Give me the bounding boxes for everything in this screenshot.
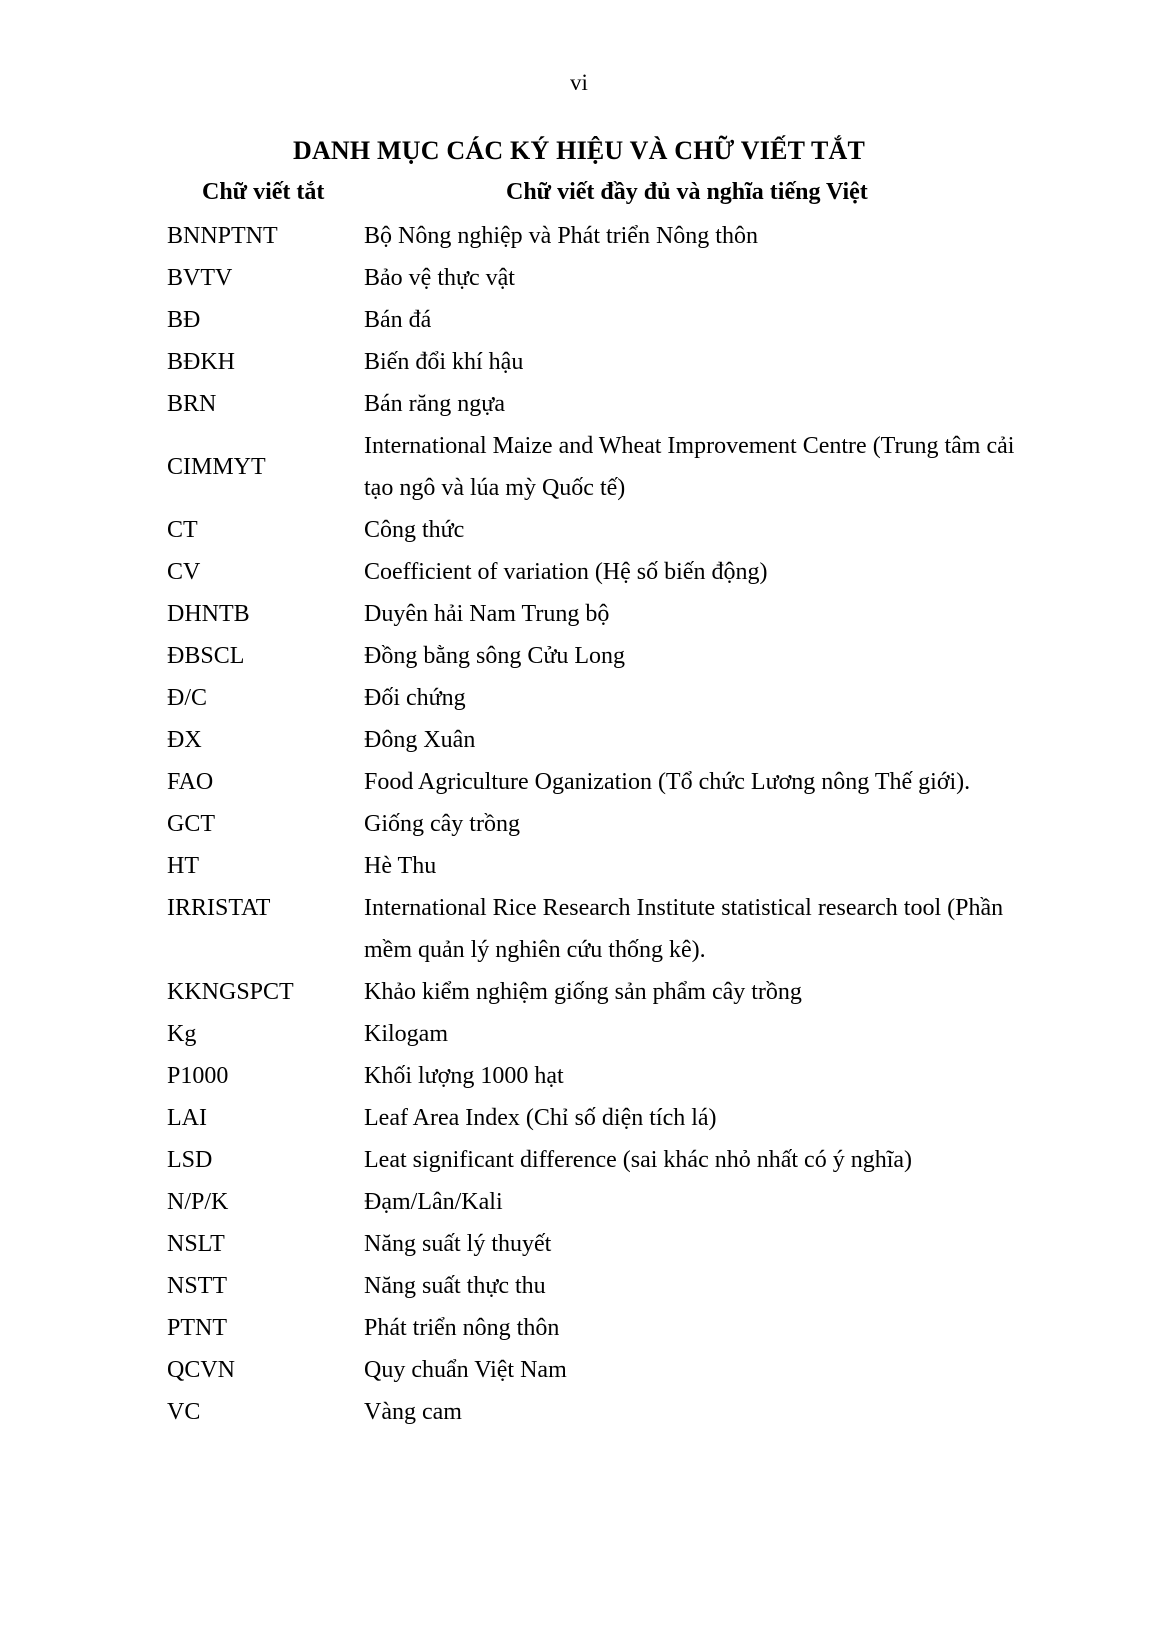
page-title: DANH MỤC CÁC KÝ HIỆU VÀ CHỮ VIẾT TẮT	[292, 136, 866, 165]
table-row	[0, 677, 1158, 719]
full-meaning: Vàng cam	[364, 1399, 462, 1425]
full-meaning: Công thức	[364, 517, 465, 543]
full-meaning: Bán răng ngựa	[364, 391, 505, 417]
full-meaning: Đồng bằng sông Cửu Long	[364, 643, 625, 669]
full-meaning: Giống cây trồng	[364, 811, 520, 837]
full-meaning: Leat significant difference (sai khác nhỏ nhất có ý nghĩa)	[364, 1147, 913, 1173]
full-meaning: Đạm/Lân/Kali	[364, 1189, 503, 1215]
abbreviation: QCVN	[167, 1357, 236, 1383]
abbreviation: CT	[167, 517, 198, 543]
full-meaning: Phát triển nông thôn	[364, 1315, 560, 1341]
abbreviation: Đ/C	[167, 685, 208, 711]
full-meaning: Kilogam	[364, 1021, 448, 1047]
table-row	[0, 1265, 1158, 1307]
abbreviation: BRN	[167, 391, 217, 417]
table-row	[0, 593, 1158, 635]
table-row	[0, 1097, 1158, 1139]
abbreviation: FAO	[167, 769, 214, 795]
header-abbreviation: Chữ viết tắt	[202, 179, 325, 205]
table-row	[0, 383, 1158, 425]
abbreviation: BVTV	[167, 265, 233, 291]
abbreviation: LAI	[167, 1105, 207, 1131]
table-row	[0, 1391, 1158, 1433]
abbreviation: BĐKH	[167, 349, 236, 375]
table-row	[0, 299, 1158, 341]
table-row	[0, 1181, 1158, 1223]
full-meaning: Bảo vệ thực vật	[364, 265, 515, 291]
table-row	[0, 1055, 1158, 1097]
full-meaning: Năng suất thực thu	[364, 1273, 546, 1299]
table-row	[0, 425, 1158, 509]
page-number: vi	[570, 70, 588, 95]
full-meaning: International Rice Research Institute statistical research tool (Phần mềm quản lý nghiên cứu thống kê).	[364, 895, 1004, 963]
table-row	[0, 887, 1158, 971]
abbreviation: P1000	[167, 1063, 229, 1089]
full-meaning: Coefficient of variation (Hệ số biến động)	[364, 559, 768, 585]
abbreviation: BNNPTNT	[167, 223, 278, 249]
table-row	[0, 719, 1158, 761]
table-row	[0, 509, 1158, 551]
table-row	[0, 1307, 1158, 1349]
abbreviation: GCT	[167, 811, 215, 837]
abbreviation: HT	[167, 853, 199, 879]
header-full-meaning: Chữ viết đầy đủ và nghĩa tiếng Việt	[506, 179, 868, 205]
full-meaning: Khối lượng 1000 hạt	[364, 1063, 564, 1089]
full-meaning: Leaf Area Index (Chỉ số diện tích lá)	[364, 1105, 717, 1131]
abbreviation: NSLT	[167, 1231, 225, 1257]
table-row	[0, 971, 1158, 1013]
full-meaning: Biến đổi khí hậu	[364, 349, 524, 375]
table-row	[0, 1349, 1158, 1391]
full-meaning: Năng suất lý thuyết	[364, 1231, 552, 1257]
table-row	[0, 257, 1158, 299]
abbreviation: ĐX	[167, 727, 202, 753]
full-meaning: Duyên hải Nam Trung bộ	[364, 601, 610, 627]
full-meaning: Bộ Nông nghiệp và Phát triển Nông thôn	[364, 223, 758, 249]
table-row	[0, 845, 1158, 887]
table-row	[0, 1013, 1158, 1055]
abbreviation: ĐBSCL	[167, 643, 245, 669]
abbreviation: CIMMYT	[167, 454, 266, 480]
abbreviation: NSTT	[167, 1273, 227, 1299]
full-meaning: Khảo kiểm nghiệm giống sản phẩm cây trồng	[364, 979, 802, 1005]
table-row	[0, 635, 1158, 677]
full-meaning: Đối chứng	[364, 685, 466, 711]
abbreviation: DHNTB	[167, 601, 250, 627]
table-row	[0, 761, 1158, 803]
abbreviation-table	[0, 175, 1158, 1433]
table-row	[0, 341, 1158, 383]
table-row	[0, 1223, 1158, 1265]
table-row	[0, 803, 1158, 845]
abbreviation: LSD	[167, 1147, 213, 1173]
abbreviation: BĐ	[167, 307, 201, 333]
table-header	[0, 175, 1158, 215]
abbreviation: N/P/K	[167, 1189, 229, 1215]
abbreviation: VC	[167, 1399, 201, 1425]
table-row	[0, 215, 1158, 257]
full-meaning: International Maize and Wheat Improvement Centre (Trung tâm cải tạo ngô và lúa mỳ Quốc tế)	[364, 433, 1015, 501]
full-meaning: Hè Thu	[364, 853, 437, 879]
full-meaning: Bán đá	[364, 307, 432, 333]
table-row	[0, 551, 1158, 593]
abbreviation: KKNGSPCT	[167, 979, 294, 1005]
full-meaning: Đông Xuân	[364, 727, 476, 753]
abbreviation: Kg	[167, 1021, 197, 1047]
abbreviation: PTNT	[167, 1315, 227, 1341]
table-row	[0, 1139, 1158, 1181]
full-meaning: Food Agriculture Oganization (Tổ chức Lương nông Thế giới).	[364, 769, 971, 795]
full-meaning: Quy chuẩn Việt Nam	[364, 1357, 567, 1383]
abbreviation: CV	[167, 559, 201, 585]
abbreviation: IRRISTAT	[167, 895, 271, 921]
